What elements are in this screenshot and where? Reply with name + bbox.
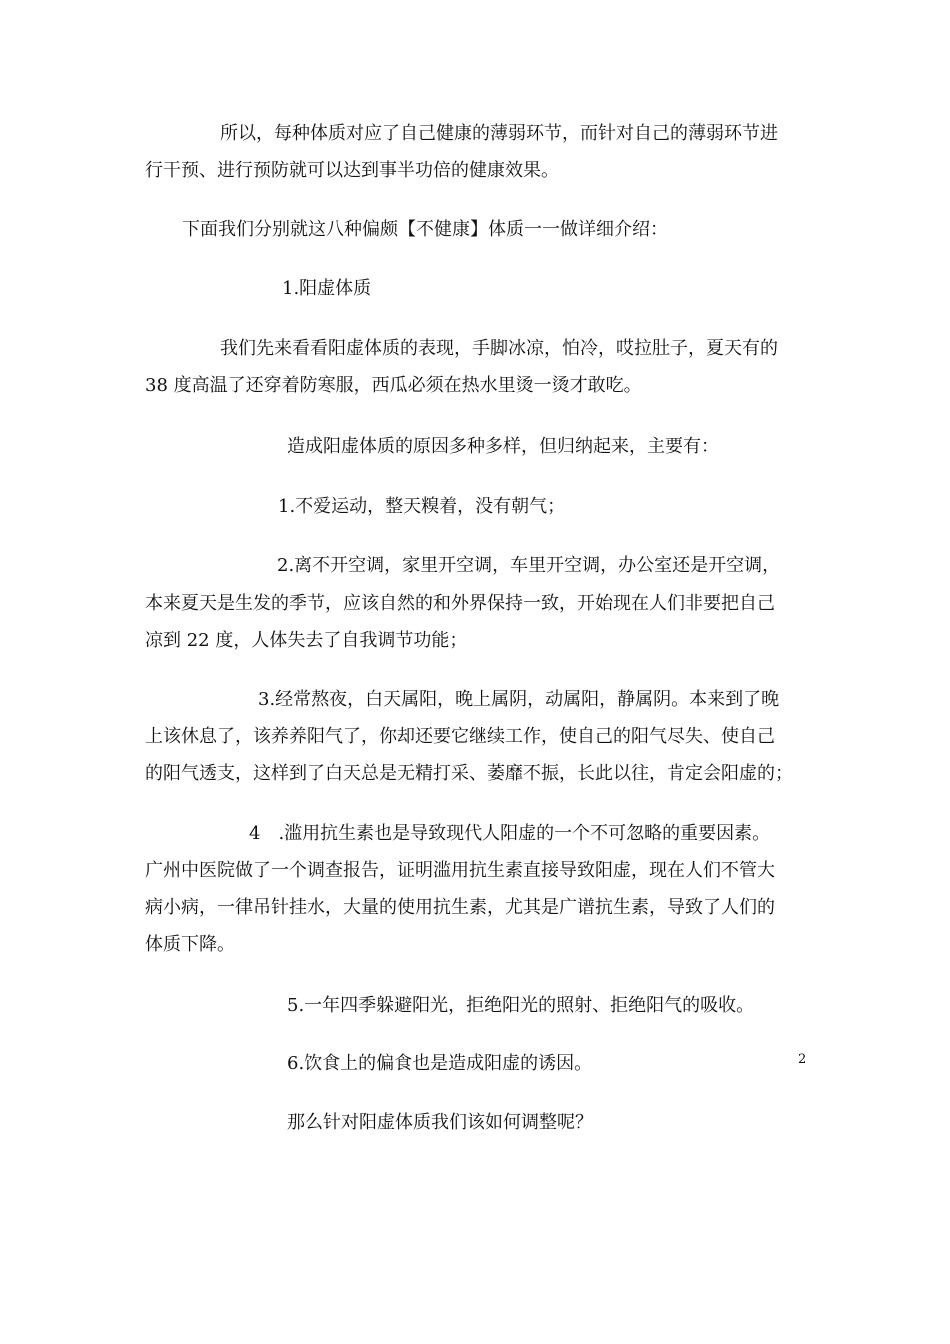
list-item-3-line-1: 3.经常熬夜，白天属阳，晚上属阴，动属阳，静属阴。本来到了晚: [258, 689, 780, 710]
paragraph-3-line-2: 38 度高温了还穿着防寒服，西瓜必须在热水里烫一烫才敢吃。: [145, 375, 642, 396]
list-item-5: 5.一年四季躲避阳光，拒绝阳光的照射、拒绝阳气的吸收。: [287, 995, 755, 1016]
list-item-6: 6.饮食上的偏食也是造成阳虚的诱因。: [287, 1053, 593, 1074]
list-item-2-line-2: 本来夏天是生发的季节，应该自然的和外界保持一致，开始现在人们非要把自己: [145, 593, 775, 614]
paragraph-1-line-1: 所以，每种体质对应了自己健康的薄弱环节，而针对自己的薄弱环节进: [220, 123, 778, 144]
list-item-4-line-2: 广州中医院做了一个调查报告，证明滥用抗生素直接导致阳虚，现在人们不管大: [145, 860, 775, 881]
list-item-3-line-3: 的阳气透支，这样到了白天总是无精打采、萎靡不振，长此以往，肯定会阳虚的；: [145, 763, 793, 784]
closing-question: 那么针对阳虚体质我们该如何调整呢？: [287, 1112, 593, 1133]
list-item-1: 1.不爱运动，整天糗着，没有朝气；: [278, 496, 566, 517]
section-heading: 1.阳虚体质: [282, 278, 372, 299]
list-item-4-line-3: 病小病，一律吊针挂水，大量的使用抗生素，尤其是广谱抗生素，导致了人们的: [145, 897, 775, 918]
list-item-4-line-4: 体质下降。: [145, 934, 235, 955]
list-item-2-line-3: 凉到 22 度，人体失去了自我调节功能；: [145, 630, 468, 651]
paragraph-1-line-2: 行干预、进行预防就可以达到事半功倍的健康效果。: [145, 160, 559, 181]
list-item-4-line-1: 4 .滥用抗生素也是导致现代人阳虚的一个不可忽略的重要因素。: [249, 823, 771, 844]
list-item-3-line-2: 上该休息了，该养养阳气了，你却还要它继续工作，使自己的阳气尽失、使自己: [145, 726, 775, 747]
list-item-2-line-1: 2.离不开空调，家里开空调，车里开空调，办公室还是开空调，: [277, 555, 781, 576]
paragraph-3-line-1: 我们先来看看阳虚体质的表现，手脚冰凉，怕冷，哎拉肚子，夏天有的: [220, 338, 778, 359]
paragraph-2-line-1: 下面我们分别就这八种偏颇【不健康】体质一一做详细介绍：: [182, 219, 668, 240]
paragraph-4-line-1: 造成阳虚体质的原因多种多样，但归纳起来，主要有：: [287, 436, 719, 457]
page-number: 2: [798, 1052, 807, 1067]
